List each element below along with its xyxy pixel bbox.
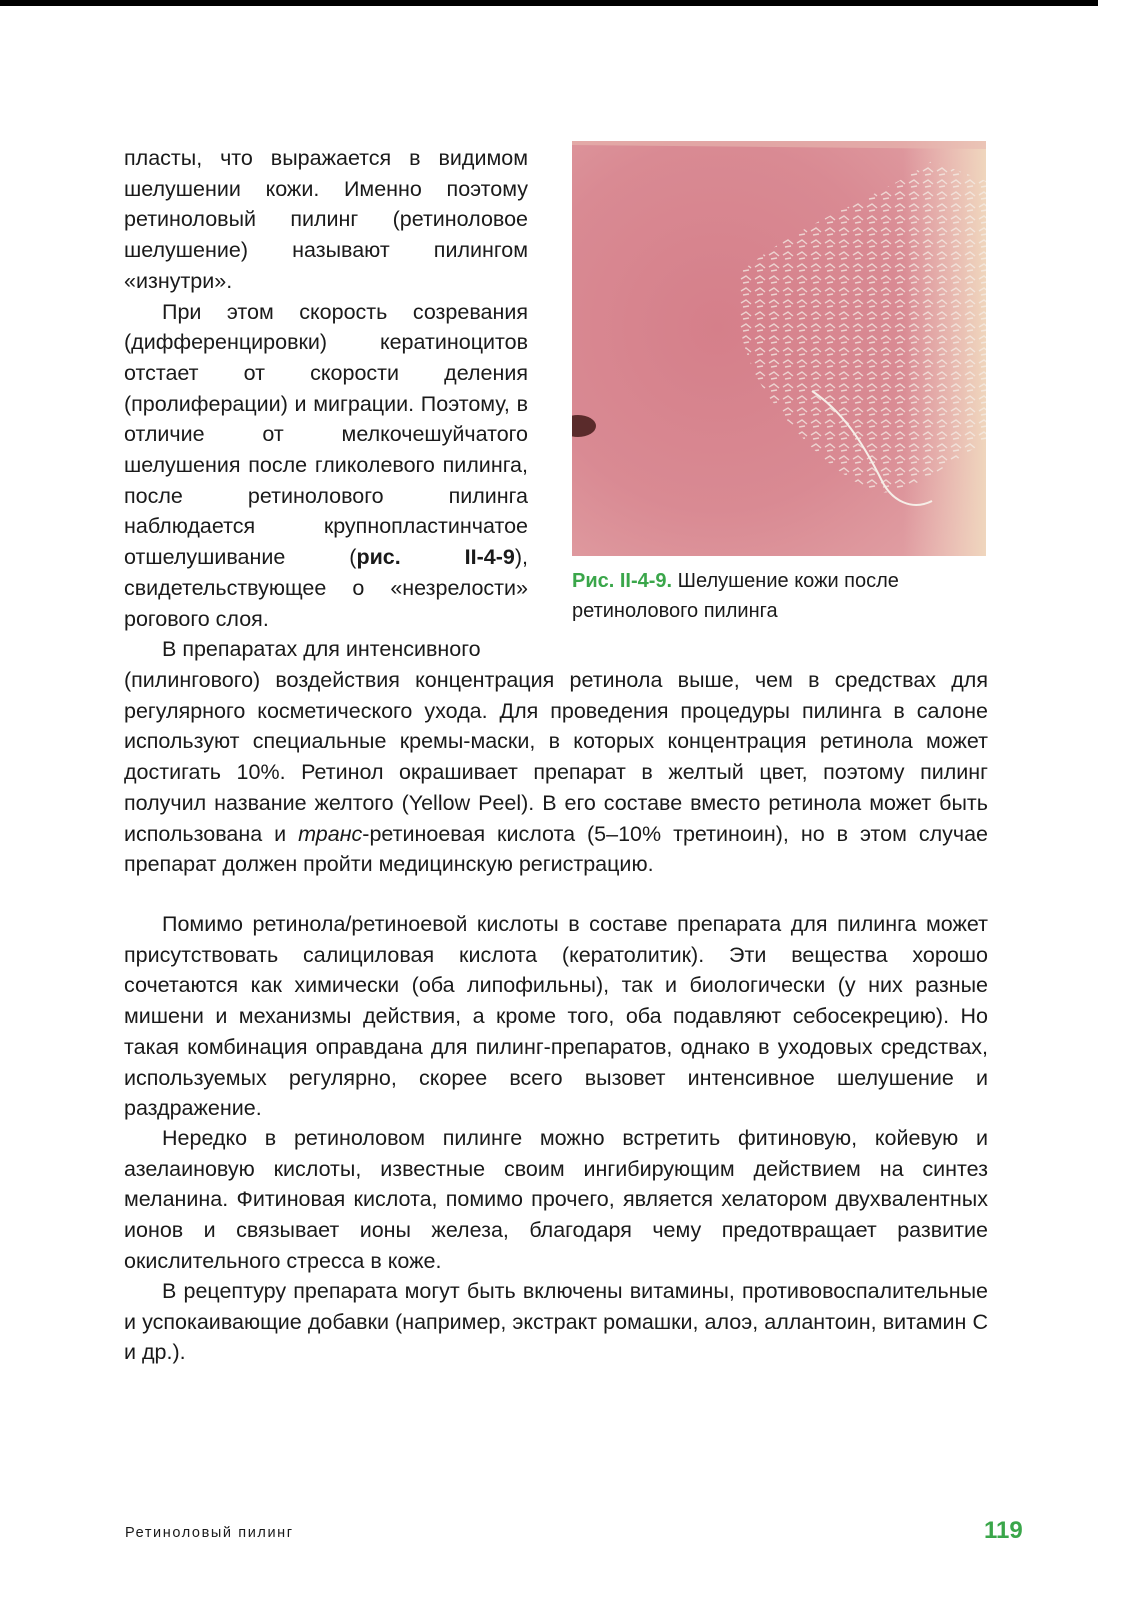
paragraph-3-text-b: -ретиноевая кислота (5–10% третиноин), но в этом случае препарат должен пройти медицинскую регистрацию. [124, 821, 988, 877]
figure-photo-skin-peeling [572, 141, 986, 556]
paragraph-2-text-a: При этом скорость созревания (дифференцировки) кератиноцитов отстает от скорости деления (пролиферации) и миграции. Поэтому, в отличие от мелкочешуйчатого шелушения после гликолевого пилинга, после ретинолового пилинга наблюдается крупнопластинчатое отшелушивание ( [124, 299, 528, 570]
paragraph-2 [124, 297, 528, 635]
paragraph-6: В рецептуру препарата могут быть включены витамины, противовоспалительные и успокаивающие добавки (например, экстракт ромашки, алоэ, аллантоин, витамин С и др.). [124, 1279, 988, 1365]
left-column [124, 143, 528, 665]
paragraph-3-continued [124, 665, 988, 880]
paragraph-1: пласты, что выражается в видимом шелушении кожи. Именно поэтому ретиноловый пилинг (ретиноловое шелушение) называют пилингом «изнутри». [124, 146, 528, 293]
figure-reference: рис. II-4-9 [356, 545, 515, 570]
page-number: 119 [984, 1517, 1023, 1544]
paragraph-3-start: В препаратах для интенсивного [162, 637, 481, 662]
figure-caption [572, 566, 986, 626]
paragraph-5: Нередко в ретиноловом пилинге можно встретить фитиновую, койевую и азелаиновую кислоты, известные своим ингибирующим действием на синтез меланина. Фитиновая кислота, помимо прочего, является хелатором двухвалентных ионов и связывает ионы железа, благодаря чему предотвращает развитие окислительного стресса в коже. [124, 1126, 988, 1273]
figure-caption-text: Шелушение кожи после ретинолового пилинга [572, 570, 899, 622]
paragraph-2-text-b: ), свидетельствующее о «незрелости» рогового слоя. [124, 545, 528, 631]
figure [572, 141, 986, 626]
figure-caption-number: Рис. II-4-9. [572, 570, 673, 592]
running-title: Ретиноловый пилинг [125, 1525, 294, 1541]
top-rule [0, 0, 1098, 6]
paragraph-4: Помимо ретинола/ретиноевой кислоты в составе препарата для пилинга может присутствовать салициловая кислота (кератолитик). Эти вещества хорошо сочетаются как химически (оба липофильны), так и биологически (у них разные мишени и механизмы действия, а кроме того, оба подавляют себосекрецию). Но такая комбинация оправдана для пилинг-препаратов, однако в уходовых средствах, используемых регулярно, скорее всего вызовет интенсивное шелушение и раздражение. [124, 912, 988, 1121]
paragraph-3-text-a: (пилингового) воздействия концентрация ретинола выше, чем в средствах для регулярного косметического ухода. Для проведения процедуры пилинга в салоне используют специальные кремы-маски, в которых концентрация ретинола может достигать 10%. Ретинол окрашивает препарат в желтый цвет, поэтому пилинг получил название желтого (Yellow Peel). В его составе вместо ретинола может быть использована и [124, 668, 988, 846]
paragraph-3-italic: транс [298, 821, 363, 846]
